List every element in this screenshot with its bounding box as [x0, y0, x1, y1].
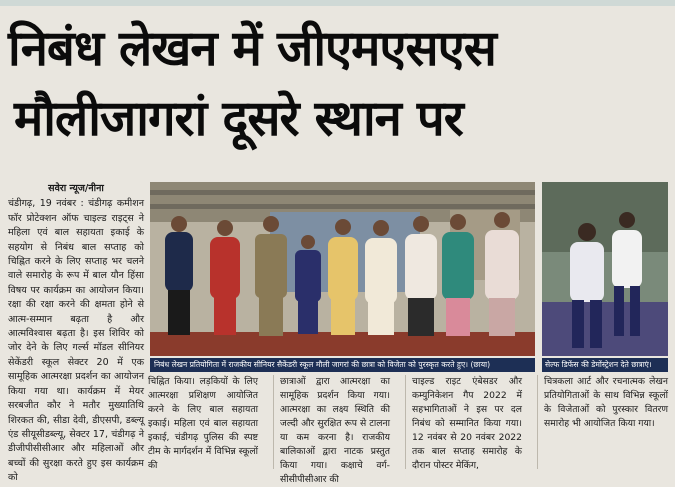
main-photo-caption: निबंध लेखन प्रतियोगिता में राजकीय सीनियर सैकेंडरी स्कूल मौली जागरां की छात्रा को विजेता को पुरस्कृत करते हुए। (छाया)	[150, 358, 535, 372]
byline: सवेरा न्यूज/नीना	[48, 183, 104, 194]
self-defense-photo-illustration	[542, 182, 668, 356]
headline-line-2: मौलीजागरां दूसरे स्थान पर	[14, 90, 463, 147]
main-photo	[150, 182, 535, 356]
column-divider	[273, 375, 274, 469]
bottom-column-1: चिह्नित किया। लड़कियों के लिए आत्मरक्षा प्रशिक्षण आयोजित करने के लिए बाल सहायता इकाई। महिला एवं बाल सहायता इकाई, चंडीगढ़ पुलिस की स्पष्ट टीम के मार्गदर्शन में विभिन्न स्कूलों की	[148, 376, 258, 471]
top-strip	[0, 0, 675, 6]
side-photo	[542, 182, 668, 356]
bottom-column-3: चाइल्ड राइट एंबेसडर और कम्युनिकेशन गैप 2022 में सहभागिताओं ने इस पर दल निबंध को सम्मानित किया गया। 12 नवंबर से 20 नवंबर 2022 तक बाल सप्ताह समारोह के दौरान पोस्टर मेकिंग,	[412, 376, 522, 471]
left-column	[8, 182, 144, 486]
left-column-text: चंडीगढ़, 19 नवंबर : चंडीगढ़ कमीशन फॉर प्रोटेक्शन ऑफ चाइल्ड राइट्स ने महिला एवं बाल सहायता इकाई के सहयोग से निबंध बाल सप्ताह को चिह्नित करने के लिए सप्ताह भर चलने वाले समारोह के रूप में बाल यौन हिंसा विषय पर कार्यक्रम का आयोजन किया। रक्षा की रक्षा करने की क्षमता होने से आत्म-सम्मान बढ़ता है और आत्मविश्वास बढ़ता है। इस शिविर को जोर देने के लिए गर्ल्स मॉडल सीनियर सेकेंडरी स्कूल सेक्टर 20 में एक सामूहिक आत्मरक्षा प्रदर्शन का आयोजन किया गया था। कार्यक्रम में मेयर सरबजीत कौर ने मतौर मुख्यातिथि शिरकत की, सीडा देवी, डीएसपी, डब्ल्यू एंड सीयूसीडब्ल्यू, सेक्टर 17, चंडीगढ़ ने डीजीपीसीसीआर और महिलाओं और बच्चों की सुरक्षा करते हुए इस कार्यक्रम को	[8, 198, 144, 484]
side-photo-caption: सेल्फ डिफेंस की डेमोंस्ट्रेशन देते छात्राएं।	[542, 358, 668, 372]
headline-line-1: निबंध लेखन में जीएमएसएस	[8, 20, 496, 77]
bottom-column-4: चित्रकला आर्ट और रचनात्मक लेखन प्रतियोगिताओं के साथ विभिन्न स्कूलों के विजेताओं को पुरस्कार वितरण समारोह भी आयोजित किया गया।	[544, 376, 668, 429]
column-divider	[405, 375, 406, 469]
bottom-column-2: छात्राओं द्वारा आत्मरक्षा का सामूहिक प्रदर्शन किया गया। आत्मरक्षा का लक्ष्य स्थिति की जल्दी और सुरक्षित रूप से टालना या कम करना है। राजकीय बालिकाओं द्वारा नाटक प्रस्तुत किया गया। कक्षाचे वर्ग- सीसीपीसीआर की	[280, 376, 390, 485]
ceremony-photo-illustration	[150, 182, 535, 356]
column-divider	[537, 375, 538, 469]
